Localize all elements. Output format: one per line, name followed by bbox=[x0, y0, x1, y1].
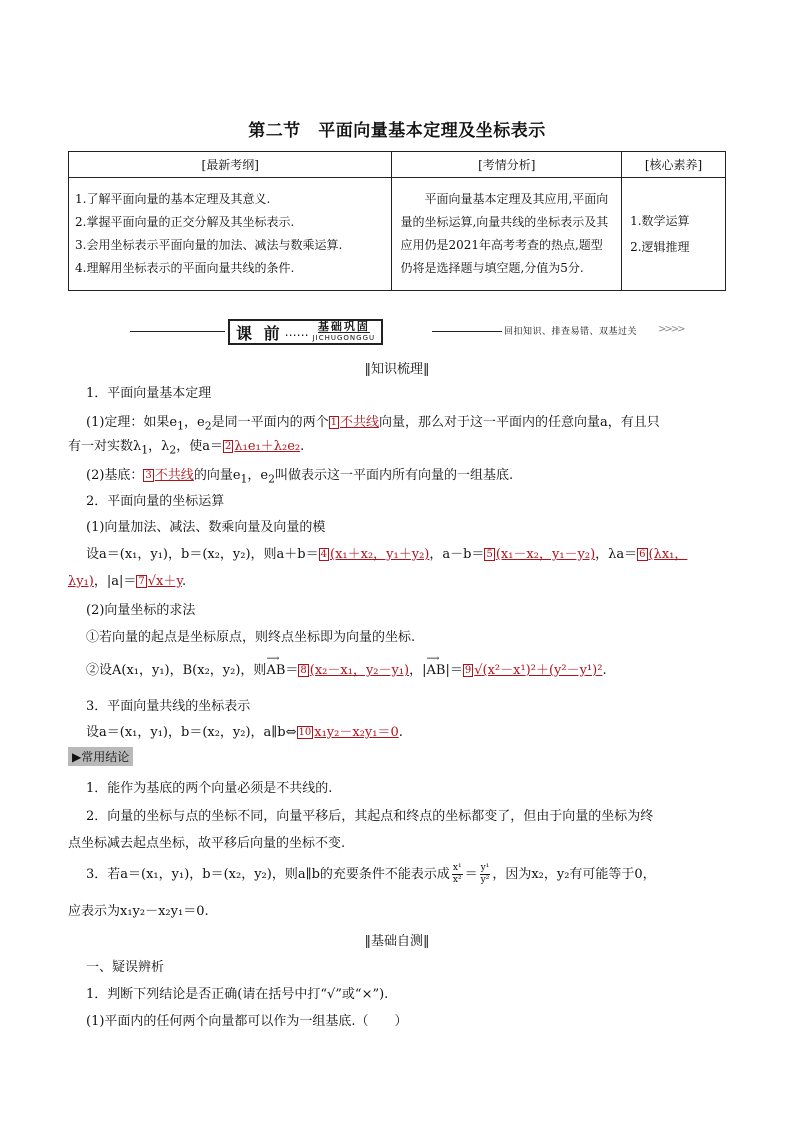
line-basis: (2)基底： 3 不共线的向量$e_1$，$e_2$叫做表示这一平面内所有向量的一组基底. bbox=[86, 468, 514, 486]
banner-rule-left bbox=[130, 331, 225, 332]
answer-number: 7 bbox=[138, 576, 145, 587]
suyang-item: 2.逻辑推理 bbox=[630, 240, 690, 254]
answer-number: 8 bbox=[300, 665, 307, 676]
answer-blank: (x₁＋x₂，y₁＋y₂) bbox=[330, 547, 430, 562]
line-theorem-cont: 有一对实数$\lambda_1$，$\lambda_2$，使a＝ 2 λ₁e₁＋λ₂e₂. bbox=[68, 439, 305, 457]
answer-blank: √x＋y bbox=[147, 574, 182, 589]
answer-blank: λy₁) bbox=[68, 574, 94, 589]
conclusion-3: 3．若a＝(x₁，y₁)，b＝(x₂，y₂)，则a∥b的充要条件不能表示成 $\frac{\text{x¹}}{\text{x²}}$ ＝ $\frac{\text{y¹}}{\text{y²}}$ ，因为x₂，y₂有可能等于0， bbox=[86, 863, 656, 885]
answer-number: 10 bbox=[298, 727, 312, 738]
banner-tagline: 回扣知识、排查易错、双基过关 bbox=[504, 327, 638, 337]
answer-blank: 不共线 bbox=[154, 468, 194, 483]
section-heading-2: ‖基础自测‖ bbox=[364, 934, 430, 949]
answer-blank: √(x²－x¹)²＋(y²－y¹)² bbox=[474, 663, 603, 678]
summary-table bbox=[68, 151, 726, 291]
banner-stack bbox=[313, 321, 376, 344]
question-1: 1．判断下列结论是否正确(请在括号中打“√”或“×”). bbox=[86, 987, 389, 1002]
banner-arrows-icon: >>>> bbox=[658, 324, 684, 335]
fraction-y: $\frac{\text{y¹}}{\text{y²}}$ bbox=[480, 863, 490, 885]
subheading-2: (2)向量坐标的求法 bbox=[86, 603, 196, 618]
kaogang-item: 2.掌握平面向量的正交分解及其坐标表示. bbox=[75, 215, 295, 229]
conclusion-2-cont: 点坐标减去起点坐标，故平移后向量的坐标不变. bbox=[68, 836, 346, 851]
kaogang-item: 3.会用坐标表示平面向量的加法、减法与数乘运算. bbox=[75, 238, 343, 252]
kaogang-item: 1.了解平面向量的基本定理及其意义. bbox=[75, 192, 271, 206]
kaoqing-cell: 平面向量基本定理及其应用,平面向量的坐标运算,向量共线的坐标表示及其应用仍是2021年高考考查的热点,题型仍将是选择题与填空题,分值为5分. bbox=[392, 178, 622, 291]
banner-box bbox=[228, 319, 383, 345]
conclusion-1: 1．能作为基底的两个向量必须是不共线的. bbox=[86, 781, 333, 796]
banner-stack-cn: 基础巩固 bbox=[317, 319, 370, 333]
answer-blank: λ₁e₁＋λ₂e₂ bbox=[234, 439, 301, 454]
suyang-item: 1.数学运算 bbox=[630, 214, 690, 228]
conclusion-3-cont: 应表示为x₁y₂－x₂y₁＝0. bbox=[68, 904, 209, 919]
header-suyang: [核心素养] bbox=[622, 152, 726, 178]
banner-stack-en: JICHUGONGGU bbox=[312, 333, 376, 342]
suyang-cell bbox=[622, 178, 726, 291]
answer-blank: 不共线 bbox=[339, 415, 379, 430]
kaogang-item: 4.理解用坐标表示的平面向量共线的条件. bbox=[75, 261, 295, 275]
section-banner bbox=[130, 319, 690, 345]
banner-dots: …… bbox=[284, 325, 309, 339]
heading-3: 3．平面向量共线的坐标表示 bbox=[86, 699, 251, 714]
heading-errors: 一、疑误辨析 bbox=[86, 960, 165, 975]
kaogang-cell bbox=[69, 178, 392, 291]
answer-blank: (x₂－x₁，y₂－y₁) bbox=[309, 663, 410, 678]
answer-number: 3 bbox=[145, 470, 152, 481]
line-operations-cont: λy₁)，|a|＝ 7 √x＋y. bbox=[68, 574, 187, 589]
answer-blank: x₁y₂－x₂y₁＝0 bbox=[314, 725, 399, 740]
answer-blank: (λx₁， bbox=[648, 547, 688, 562]
fraction-x: $\frac{\text{x¹}}{\text{x²}}$ bbox=[452, 863, 462, 885]
line-ab-vector: ②设A(x₁，y₁)，B(x₂，y₂)，则⟶ AB＝ 8 (x₂－x₁，y₂－y₁)，|⟶ AB|＝ 9 √(x²－x¹)²＋(y²－y¹)². bbox=[86, 659, 607, 678]
line-operations: 设a＝(x₁，y₁)，b＝(x₂，y₂)，则a＋b＝ 4 (x₁＋x₂，y₁＋y₂)，a－b＝ 5 (x₁－x₂，y₁－y₂)，λa＝ 6 (λx₁， bbox=[86, 547, 688, 562]
line-collinear: 设a＝(x₁，y₁)，b＝(x₂，y₂)，a∥b⇔ 10 x₁y₂－x₂y₁＝0. bbox=[86, 725, 403, 740]
heading-2: 2．平面向量的坐标运算 bbox=[86, 494, 225, 509]
line-theorem: (1)定理：如果$e_1$，$e_2$是同一平面内的两个 1 不共线向量，那么对于这一平面内的任意向量a，有且只 bbox=[86, 415, 660, 433]
vector-ab: ⟶ AB bbox=[427, 663, 446, 678]
conclusions-badge: ▶常用结论 bbox=[68, 747, 133, 766]
answer-number: 5 bbox=[486, 549, 493, 560]
vector-ab: ⟶ AB bbox=[266, 663, 285, 678]
answer-number: 2 bbox=[225, 441, 232, 452]
banner-main: 课 前 bbox=[236, 323, 283, 343]
page-title: 第二节 平面向量基本定理及坐标表示 bbox=[248, 121, 546, 141]
heading-1: 1．平面向量基本定理 bbox=[86, 386, 212, 401]
conclusion-2: 2．向量的坐标与点的坐标不同，向量平移后，其起点和终点的坐标都变了，但由于向量的坐标为终 bbox=[86, 809, 654, 824]
answer-number: 4 bbox=[320, 549, 328, 560]
answer-number: 6 bbox=[639, 549, 646, 560]
header-kaoqing: [考情分析] bbox=[392, 152, 622, 178]
answer-number: 9 bbox=[464, 665, 472, 676]
header-kaogang: [最新考纲] bbox=[69, 152, 392, 178]
answer-blank: (x₁－x₂，y₁－y₂) bbox=[495, 547, 596, 562]
section-heading: ‖知识梳理‖ bbox=[364, 362, 430, 377]
answer-number: 1 bbox=[330, 417, 337, 428]
question-1-1: (1)平面内的任何两个向量都可以作为一组基底.（ ） bbox=[86, 1014, 408, 1029]
subheading-1: (1)向量加法、减法、数乘向量及向量的模 bbox=[86, 520, 326, 535]
line-origin: ①若向量的起点是坐标原点，则终点坐标即为向量的坐标. bbox=[86, 630, 416, 645]
banner-rule-right bbox=[432, 331, 502, 332]
